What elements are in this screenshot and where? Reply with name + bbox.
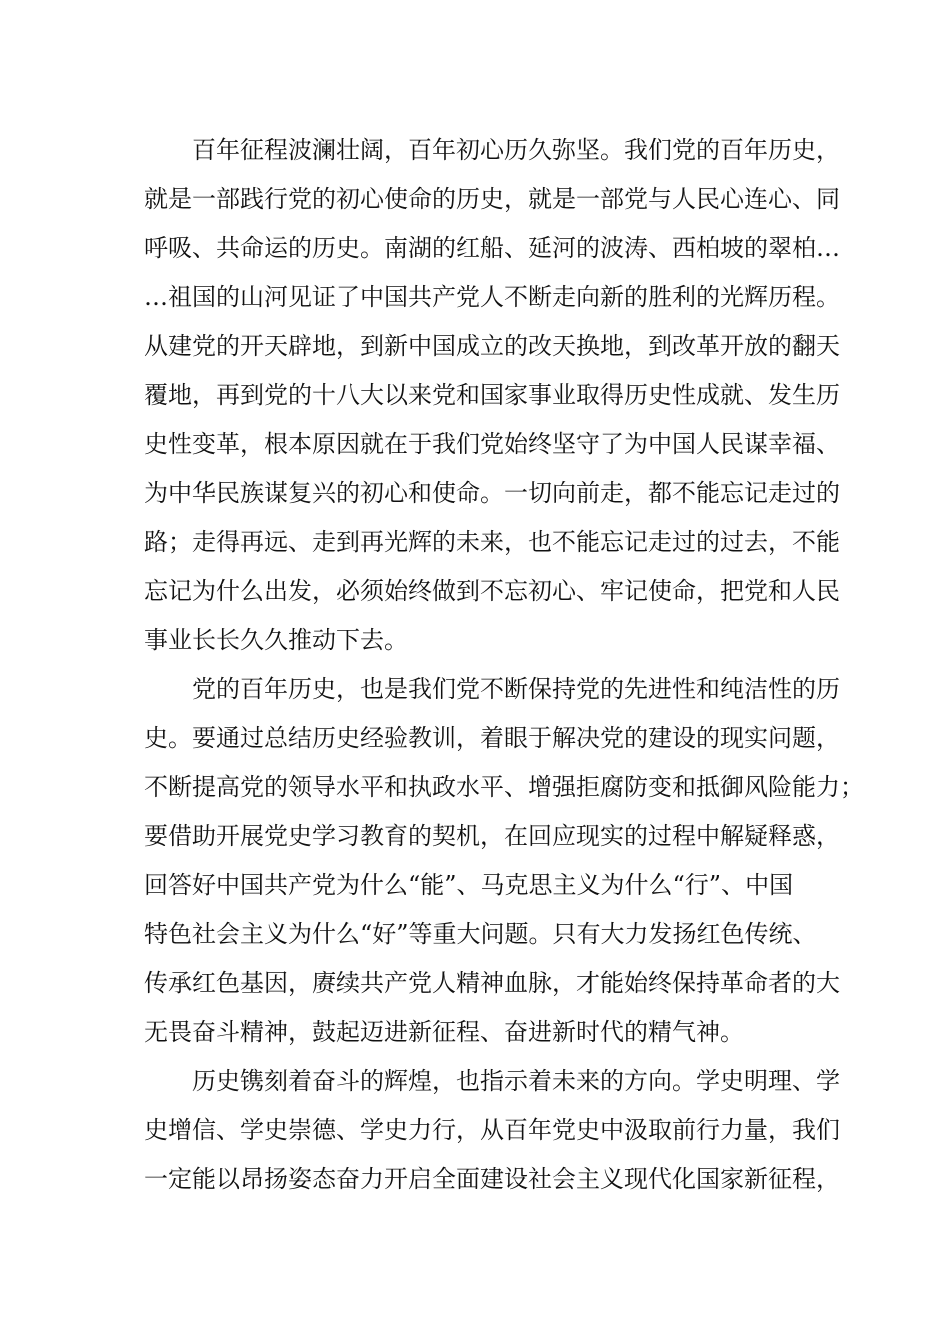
text-line: 传承红色基因，赓续共产党人精神血脉，才能始终保持革命者的大 xyxy=(144,969,840,997)
text-line: 忘记为什么出发，必须始终做到不忘初心、牢记使命，把党和人民 xyxy=(144,577,840,605)
text-line: 呼吸、共命运的历史。南湖的红船、延河的波涛、西柏坡的翠柏… xyxy=(144,234,840,262)
text-line: 覆地，再到党的十八大以来党和国家事业取得历史性成就、发生历 xyxy=(144,381,840,409)
text-line: 回答好中国共产党为什么“能”、马克思主义为什么“行”、中国 xyxy=(144,871,794,899)
text-line: 就是一部践行党的初心使命的历史，就是一部党与人民心连心、同 xyxy=(144,185,840,213)
text-line: 史性变革，根本原因就在于我们党始终坚守了为中国人民谋幸福、 xyxy=(144,430,840,458)
paragraph-3 xyxy=(144,1057,840,1204)
document-body xyxy=(144,126,864,1204)
text-line: 史。要通过总结历史经验教训，着眼于解决党的建设的现实问题， xyxy=(144,724,840,752)
text-line: 从建党的开天辟地，到新中国成立的改天换地，到改革开放的翻天 xyxy=(144,332,840,360)
text-line: 路；走得再远、走到再光辉的未来，也不能忘记走过的过去，不能 xyxy=(144,528,840,556)
text-line: …祖国的山河见证了中国共产党人不断走向新的胜利的光辉历程。 xyxy=(144,283,840,311)
text-line: 历史镌刻着奋斗的辉煌，也指示着未来的方向。学史明理、学 xyxy=(192,1067,840,1095)
text-line: 特色社会主义为什么“好”等重大问题。只有大力发扬红色传统、 xyxy=(144,920,817,948)
text-line: 要借助开展党史学习教育的契机，在回应现实的过程中解疑释惑， xyxy=(144,822,840,850)
text-line: 一定能以昂扬姿态奋力开启全面建设社会主义现代化国家新征程， xyxy=(144,1165,840,1193)
text-line: 百年征程波澜壮阔，百年初心历久弥坚。我们党的百年历史， xyxy=(192,136,840,164)
paragraph-2 xyxy=(144,665,864,1057)
text-line: 为中华民族谋复兴的初心和使命。一切向前走，都不能忘记走过的 xyxy=(144,479,840,507)
paragraph-1 xyxy=(144,126,840,665)
text-line: 党的百年历史，也是我们党不断保持党的先进性和纯洁性的历 xyxy=(192,675,840,703)
text-line: 不断提高党的领导水平和执政水平、增强拒腐防变和抵御风险能力； xyxy=(144,773,864,801)
text-line: 史增信、学史崇德、学史力行，从百年党史中汲取前行力量，我们 xyxy=(144,1116,840,1144)
text-line: 事业长长久久推动下去。 xyxy=(144,626,408,654)
text-line: 无畏奋斗精神，鼓起迈进新征程、奋进新时代的精气神。 xyxy=(144,1018,744,1046)
